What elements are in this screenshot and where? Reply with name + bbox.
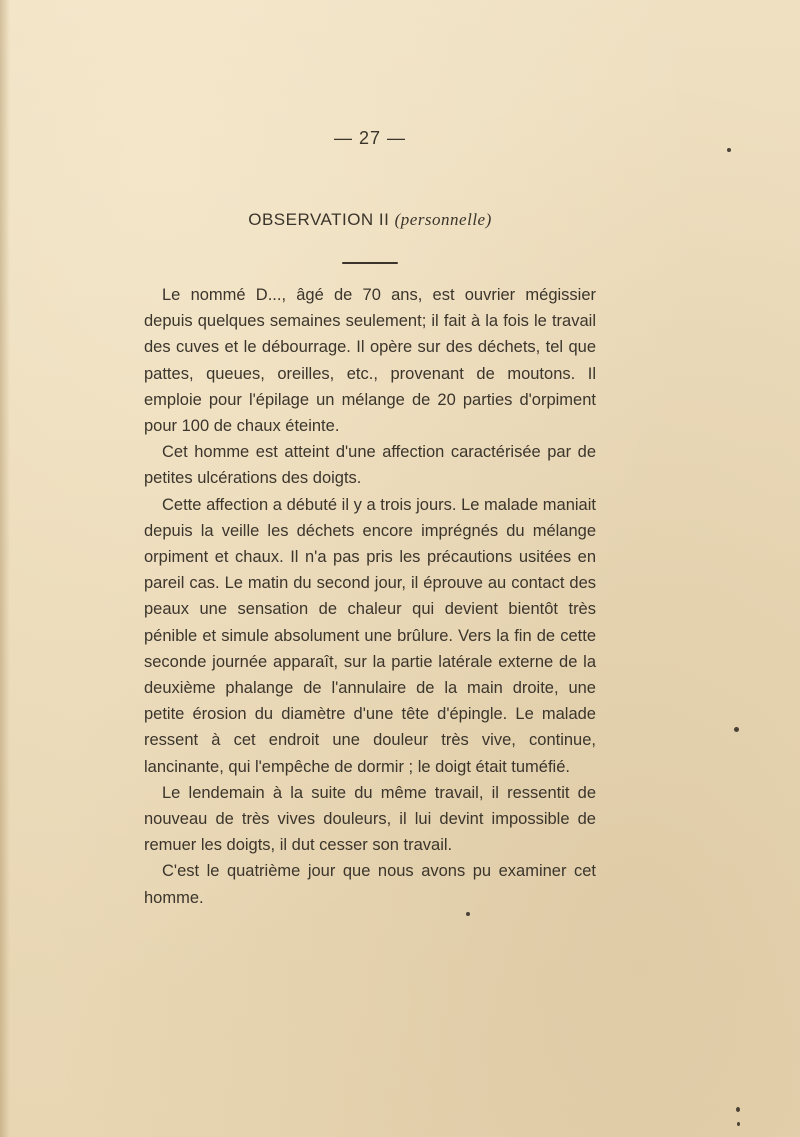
- observation-body: [144, 282, 596, 911]
- heading-title: OBSERVATION II: [248, 210, 390, 229]
- observation-heading: [0, 210, 740, 230]
- paper-speck: [736, 1107, 740, 1112]
- page-number: — 27 —: [333, 128, 407, 148]
- paper-speck: [737, 1122, 740, 1126]
- paper-speck: [727, 148, 731, 152]
- paragraph: C'est le quatrième jour que nous avons pu examiner cet homme.: [144, 862, 596, 907]
- paragraph: Le lendemain à la suite du même travail, il ressentit de nouveau de très vives douleurs, il lui devint impossible de remuer les doigts, il dut cesser son travail.: [144, 783, 596, 855]
- paper-speck: [734, 727, 739, 732]
- paper-speck: [466, 912, 470, 916]
- page-binding-edge: [0, 0, 10, 1137]
- heading-subtitle: (personnelle): [394, 210, 492, 229]
- paragraph: Cette affection a débuté il y a trois jours. Le malade maniait depuis la veille les déchets encore imprégnés du mélange orpiment et chaux. Il n'a pas pris les précautions usitées en pareil cas. Le matin du second jour, il éprouve au contact des peaux une sensation de chaleur qui devient bientôt très pénible et simule absolument une brûlure. Vers la fin de cette seconde journée apparaît, sur la partie latérale externe de la deuxième phalange de l'annulaire de la main droite, une petite érosion du diamètre d'une tête d'épingle. Le malade ressent à cet endroit une douleur très vive, continue, lancinante, qui l'empêche de dormir ; le doigt était tuméfié.: [144, 495, 596, 776]
- heading-rule: [342, 262, 398, 264]
- paragraph: Cet homme est atteint d'une affection caractérisée par de petites ulcérations des doigts.: [144, 443, 596, 488]
- paragraph: Le nommé D..., âgé de 70 ans, est ouvrier mégissier depuis quelques semaines seulement; il fait à la fois le travail des cuves et le débourrage. Il opère sur des déchets, tel que pattes, queues, oreilles, etc., provenant de moutons. Il emploie pour l'épilage un mélange de 20 parties d'orpiment pour 100 de chaux éteinte.: [144, 286, 596, 436]
